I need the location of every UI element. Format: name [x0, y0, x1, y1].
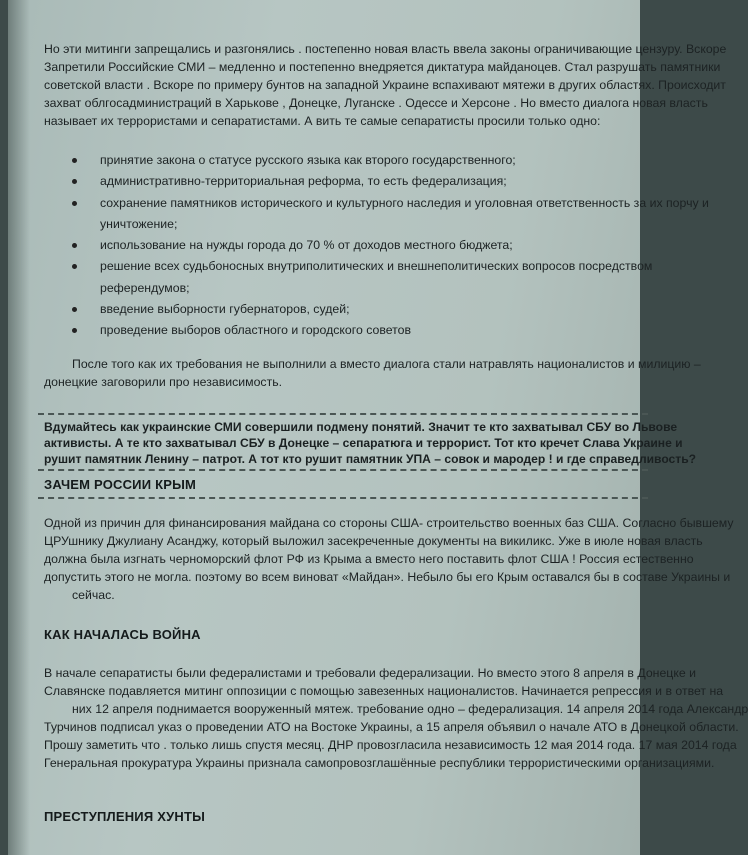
document-page [8, 0, 748, 855]
intro-paragraph [44, 40, 727, 130]
text-line: них 12 апреля поднимается вооруженный мятеж. требование одно – федерализация. 14 апреля 2014 года Александр [72, 702, 748, 716]
list-item: решение всех судьбоносных внутриполитических и внешнеполитических вопросов посредством референдумов; [72, 256, 632, 299]
crimea-paragraph [44, 514, 734, 604]
text-line: ЦРУшнику Джулиану Асанджу, который выложил засекреченные документы на викиликс. Уже в июле новая власть [44, 534, 703, 548]
bullet-icon [72, 243, 77, 248]
text-line: донецкие заговорили про независимость. [44, 375, 283, 389]
list-item: введение выборности губернаторов, судей; [72, 299, 632, 320]
after-demands-paragraph [44, 355, 701, 391]
page-shadow [8, 0, 30, 855]
text-line: Запретили Российские СМИ – медленно и постепенно внедряется диктатура майданоцев. Стал разрушать памятники [44, 60, 721, 74]
section-heading-junta: ПРЕСТУПЛЕНИЯ ХУНТЫ [44, 809, 206, 824]
bullet-icon [72, 328, 77, 333]
text-line: Турчинов подписал указ о проведении АТО на Востоке Украины, а 15 апреля объявил о начале АТО в Донецкой области. [44, 720, 739, 734]
section-heading-crimea: ЗАЧЕМ РОССИИ КРЫМ [44, 477, 197, 492]
text-line: В начале сепаратисты были федералистами и требовали федерализации. Но вместо этого 8 апреля в Донецке и [44, 666, 696, 680]
text-line: Но эти митинги запрещались и разгонялись . постепенно новая власть ввела законы ограничивающие цензуру. Вскоре [44, 42, 727, 56]
list-item: принятие закона о статусе русского языка как второго государственного; [72, 150, 632, 171]
text-line: называет их террористами и сепаратистами. А вить те самые сепаратисты просили только одно: [44, 114, 601, 128]
bullet-icon [72, 264, 77, 269]
bullet-icon [72, 158, 77, 163]
text-line: После того как их требования не выполнили а вместо диалога стали натравлять националистов и милицию – [72, 357, 701, 371]
bullet-icon [72, 201, 77, 206]
list-item: проведение выборов областного и городского советов [72, 320, 632, 341]
callout-line: рушит памятник Ленину – патрот. А тот кто рушит памятник УПА – совок и мародер ! и где справедливость? [44, 452, 697, 466]
text-line: допустить этого не могла. поэтому во всем виноват «Майдан». Небыло бы его Крым оставался бы в составе Украины и [44, 570, 731, 584]
list-item: использование на нужды города до 70 % от доходов местного бюджета; [72, 235, 632, 256]
callout-box [38, 413, 697, 471]
list-item: административно-территориальная реформа, то есть федерализация; [72, 171, 632, 192]
list-item: сохранение памятников исторического и культурного наследия и уголовная ответственность за их порчу и уничтожение; [72, 193, 632, 236]
text-line: Генеральная прокуратура Украины признала самопровозглашённые республики террористическими организациями. [44, 756, 715, 770]
section-heading-war: КАК НАЧАЛАСЬ ВОЙНА [44, 627, 201, 642]
callout-line: Вдумайтесь как украинские СМИ совершили подмену понятий. Значит те кто захватывал СБУ во Львове [44, 420, 678, 434]
text-line: должна была изгнать черноморский флот РФ из Крыма а вместо него поставить флот США ! Россия естественно [44, 552, 694, 566]
bullet-icon [72, 179, 77, 184]
callout-line: активисты. А те кто захватывал СБУ в Донецке – сепаратюга и террорист. Тот кто кречет Слава Украине и [44, 436, 683, 450]
text-line: сейчас. [72, 588, 115, 602]
section-divider [38, 497, 648, 499]
demands-list [72, 150, 709, 342]
text-line: Прошу заметить что . только лишь спустя месяц. ДНР провозгласила независимость 12 мая 2014 года. 17 мая 2014 года [44, 738, 737, 752]
war-paragraph [44, 664, 748, 772]
text-line: Одной из причин для финансирования майдана со стороны США- строительство военных баз США. Согласно бывшему [44, 516, 734, 530]
text-line: Славянске подавляется митинг оппозиции с помощью завезенных националистов. Начинается репрессия и в ответ на [44, 684, 724, 698]
text-line: захват облгосадминистраций в Харькове , Донецке, Луганске . Одессе и Херсоне . Но вместо диалога новая власть [44, 96, 708, 110]
bullet-icon [72, 307, 77, 312]
text-line: советской власти . Вскоре по примеру бунтов на западной Украине вспахивают мятежи в других областях. Происходит [44, 78, 726, 92]
